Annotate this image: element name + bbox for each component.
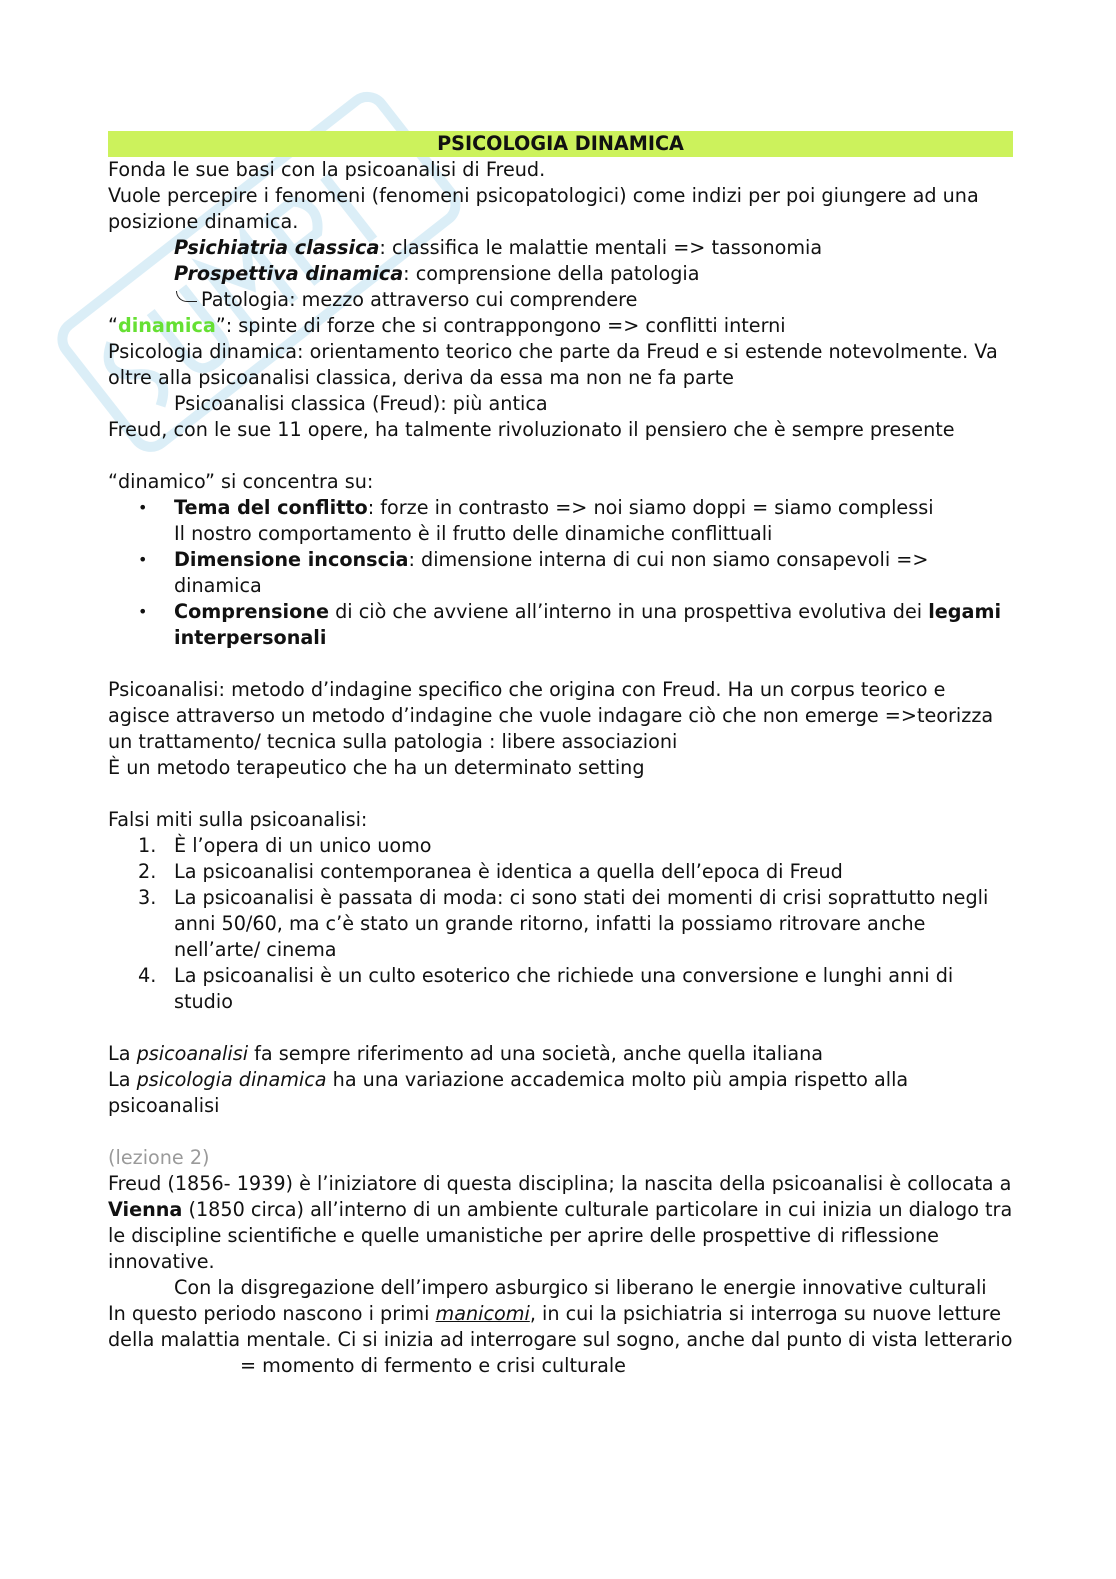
manicomi-a: In questo periodo nascono i primi: [108, 1302, 436, 1325]
societa-line: [108, 1041, 1013, 1067]
spacer: [108, 1015, 1013, 1041]
list-item: [108, 963, 1013, 1015]
list-text: È l’opera di un unico uomo: [174, 834, 432, 857]
conflitto-desc-2: Il nostro comportamento è il frutto delle dinamiche conflittuali: [174, 522, 773, 545]
intro-line-1: Fonda le sue basi con la psicoanalisi di Freud.: [108, 158, 546, 181]
freud-vienna-a: Freud (1856- 1939) è l’iniziatore di questa disciplina; la nascita della psicoanalisi è collocata a: [108, 1172, 1012, 1195]
conflitto-term: Tema del conflitto: [174, 496, 368, 519]
intro-line-2: Vuole percepire i fenomeni (fenomeni psicopatologici) come indizi per poi giungere ad una posizione dinamica.: [108, 184, 979, 233]
spacer: [108, 1119, 1013, 1145]
lezione-label: (lezione 2): [108, 1146, 210, 1169]
manicomi-b: , in cui la psichiatria si interroga su nuove letture della malattia mentale. Ci si inizia ad interrogare sul sogno, anche dal punto di vista letterario: [108, 1302, 1013, 1351]
bullet-icon: •: [138, 550, 148, 569]
list-number: 1.: [138, 834, 157, 857]
open-quote: “: [108, 314, 118, 337]
spacer: [108, 651, 1013, 677]
impero-paragraph: [108, 1275, 1013, 1301]
prospettiva-dinamica-line: [108, 261, 1013, 287]
psichiatria-classica-desc: : classifica le malattie mentali => tassonomia: [379, 236, 823, 259]
inconscia-desc: : dimensione interna di cui non siamo consapevoli => dinamica: [174, 548, 929, 597]
psichiatria-classica-term: Psichiatria classica: [174, 236, 380, 259]
curved-arrow-icon: [176, 291, 197, 302]
falsi-miti-list: [108, 833, 1013, 1015]
list-number: 4.: [138, 964, 157, 987]
list-item: [108, 495, 1013, 547]
variazione-la: La: [108, 1068, 137, 1091]
freud-vienna-b: (1850 circa) all’interno di un ambiente culturale particolare in cui inizia un dialogo tra le discipline scientifiche e quelle umanistiche per aprire delle prospettive di riflessione innovative.: [108, 1198, 1013, 1273]
legami-term: legami interpersonali: [174, 600, 1002, 649]
comprensione-desc: di ciò che avviene all’interno in una prospettiva evolutiva dei: [328, 600, 929, 623]
psicologia-dinamica-paragraph: Psicologia dinamica: orientamento teorico che parte da Freud e si estende notevolmente. Va oltre alla psicoanalisi classica, deriva da essa ma non ne fa parte: [108, 340, 998, 389]
societa-desc: fa sempre riferimento ad una società, anche quella italiana: [248, 1042, 824, 1065]
psicoanalisi-paragraph: Psicoanalisi: metodo d’indagine specifico che origina con Freud. Ha un corpus teorico e agisce attraverso un metodo d’indagine che vuole indagare ciò che non emerge =>teorizza un trattamento/ tecnica sulla patologia : libere associazioni: [108, 678, 994, 753]
psichiatria-classica-line: [108, 235, 1013, 261]
variazione-desc: ha una variazione accademica molto più ampia rispetto alla psicoanalisi: [108, 1068, 909, 1117]
list-item: [108, 599, 1013, 651]
list-item: [108, 547, 1013, 599]
dinamica-term: dinamica: [117, 314, 216, 337]
psicoanalisi-classica-line: Psicoanalisi classica (Freud): più antica: [174, 392, 548, 415]
list-number: 2.: [138, 860, 157, 883]
variazione-line: [108, 1067, 1013, 1119]
dinamica-definition: [108, 313, 1013, 339]
fermento-line: = momento di fermento e crisi culturale: [240, 1354, 626, 1377]
societa-la: La: [108, 1042, 137, 1065]
falsi-miti-heading: Falsi miti sulla psicoanalisi:: [108, 808, 368, 831]
psicoanalisi-italic: psicoanalisi: [136, 1042, 249, 1065]
list-text: La psicoanalisi è un culto esoterico che richiede una conversione e lunghi anni di studio: [174, 964, 954, 1013]
manicomi-term: manicomi: [435, 1302, 530, 1325]
spacer: [108, 781, 1013, 807]
list-text: La psicoanalisi è passata di moda: ci sono stati dei momenti di crisi soprattutto negli anni 50/60, ma c’è stato un grande ritorno, infatti la possiamo ritrovare anche nell’arte/ cinema: [174, 886, 989, 961]
vienna-term: Vienna: [108, 1198, 183, 1221]
manicomi-paragraph: [108, 1301, 1013, 1353]
page-title: PSICOLOGIA DINAMICA: [108, 131, 1013, 157]
bullet-icon: •: [138, 498, 148, 517]
prospettiva-dinamica-term: Prospettiva dinamica: [174, 262, 404, 285]
comprensione-term: Comprensione: [174, 600, 329, 623]
patologia-line: [108, 287, 1013, 313]
inconscia-term: Dimensione inconscia: [174, 548, 409, 571]
document-page: [108, 131, 1013, 1379]
dinamica-desc: ”: spinte di forze che si contrappongono => conflitti interni: [215, 314, 786, 337]
freud-vienna-paragraph: [108, 1171, 1013, 1275]
list-item: [108, 859, 1013, 885]
freud-opere-paragraph: Freud, con le sue 11 opere, ha talmente rivoluzionato il pensiero che è sempre presente: [108, 418, 955, 441]
impero-text: Con la disgregazione dell’impero asburgico si liberano le energie innovative culturali: [174, 1276, 987, 1299]
list-item: [108, 885, 1013, 963]
spacer: [108, 443, 1013, 469]
list-number: 3.: [138, 886, 157, 909]
dinamico-heading: “dinamico” si concentra su:: [108, 470, 374, 493]
psicologia-dinamica-italic: psicologia dinamica: [136, 1068, 327, 1091]
dinamico-bullet-list: [108, 495, 1013, 651]
metodo-terapeutico-line: È un metodo terapeutico che ha un determinato setting: [108, 756, 645, 779]
bullet-icon: •: [138, 602, 148, 621]
prospettiva-dinamica-desc: : comprensione della patologia: [403, 262, 700, 285]
list-text: La psicoanalisi contemporanea è identica a quella dell’epoca di Freud: [174, 860, 843, 883]
list-item: [108, 833, 1013, 859]
patologia-text: Patologia: mezzo attraverso cui comprendere: [201, 288, 638, 311]
conflitto-desc: : forze in contrasto => noi siamo doppi = siamo complessi: [367, 496, 934, 519]
